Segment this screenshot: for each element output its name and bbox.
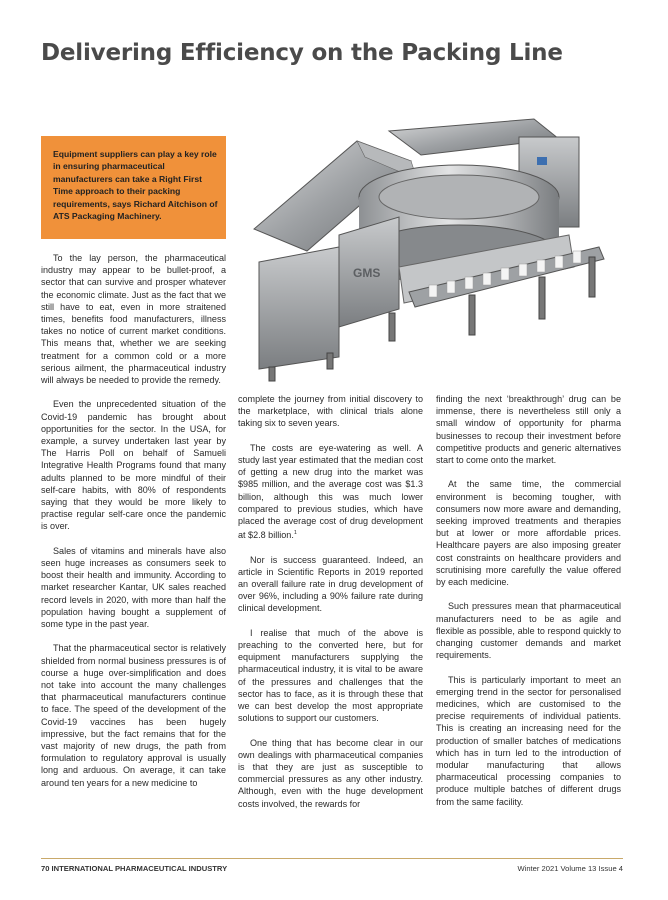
paragraph: complete the journey from initial discovery to the marketplace, with clinical trials alone taking six to seven years. [238, 394, 423, 429]
text-column-2 [238, 393, 423, 822]
paragraph: Sales of vitamins and minerals have also seen huge increases as consumers seek to boost their health and immunity. According to market researcher Kantar, UK sales reached record levels in 2020, with more than half the population having bought a supplement of some type in the past year. [41, 545, 226, 630]
footer-issue-label: Winter 2021 Volume 13 Issue 4 [517, 864, 623, 873]
paragraph: Nor is success guaranteed. Indeed, an article in Scientific Reports in 2019 reported an overall failure rate in drug development of over 96%, including a 90% failure rate during clinical development. [238, 554, 423, 614]
packing-machine-illustration [239, 117, 605, 383]
footer-page-label: 70 INTERNATIONAL PHARMACEUTICAL INDUSTRY [41, 864, 228, 873]
paragraph: Such pressures mean that pharmaceutical manufacturers need to be as agile and flexible as possible, able to respond quickly to changing customer demands and market requirements. [436, 601, 621, 661]
paragraph: At the same time, the commercial environment is becoming tougher, with consumers now more aware and demanding, seeking improved treatments and therapies but at lower or more affordable prices. Healthcare payers are also imposing greater cost constraints on healthcare providers and scrutinising more carefully the value offered by each medicine. [436, 479, 621, 588]
machine-brand-label: GMS [353, 266, 381, 280]
machine-photo [239, 117, 605, 383]
standfirst-box [41, 136, 226, 239]
text-column-1 [41, 252, 226, 801]
paragraph [238, 442, 423, 542]
standfirst-text: Equipment suppliers can play a key role in ensuring pharmaceutical manufacturers can take a Right First Time approach to their packing requirements, says Richard Aitchison of ATS Packaging Machinery. [53, 149, 218, 222]
paragraph: That the pharmaceutical sector is relatively shielded from normal business pressures is of course a huge over-simplification and does not take into account the many challenges that pharmaceutical manufacturers continue to face. The speed of the development of the Covid-19 vaccines has been hugely impressive, but the fact remains that for the vast majority of new drugs, the path from formulation to regulatory approval is usually long and arduous. On average, it can take around ten years for a new medicine to [41, 643, 226, 788]
footnote-ref: 1 [293, 530, 297, 537]
footer-divider [41, 858, 623, 859]
paragraph: I realise that much of the above is preaching to the converted here, but for equipment manufacturers supplying the pharmaceutical industry, it is vital to be aware of the pressures and challenges that the sector has to face, as it is through these that we can best develop the most appropriate solutions to support our customers. [238, 627, 423, 724]
paragraph: This is particularly important to meet an emerging trend in the sector for personalised medicines, which are customised to the precise requirements of individual patients. This is creating an increasing need for the production of smaller batches of medications which has in turn led to the introduction of modular manufacturing that allows pharmaceutical processing companies to produce multiple batches of different drugs from the same facility. [436, 674, 621, 807]
paragraph-text: The costs are eye-watering as well. A study last year estimated that the median cost of getting a new drug into the market was $985 million, and the average cost was $1.3 billion, although this was much lower compared to previous studies, which have placed the average cost of drug development at $2.8 billion. [238, 442, 423, 541]
paragraph: Even the unprecedented situation of the Covid-19 pandemic has brought about opportunities for the sector. In the USA, for example, a survey undertaken last year by The Harris Poll on behalf of Samueli Integrative Health Programs found that many adults planned to be more mindful of their self-care habits, with 80% of respondents saying that they would be more likely to practise regular self-care once the pandemic is over. [41, 399, 226, 532]
article-title: Delivering Efficiency on the Packing Line [41, 40, 563, 66]
text-column-3 [436, 393, 621, 820]
paragraph: To the lay person, the pharmaceutical industry may appear to be bullet-proof, a sector that can survive and prosper whatever the economic climate. Just as the fact that we still have to eat, even in more straitened times, benefits food manufacturers, illness takes no notice of current market conditions. This means that, whether we are seeking treatment for a common cold or a more serious ailment, the pharmaceutical industry will always be needed to provide the remedy. [41, 253, 226, 386]
paragraph: finding the next ‘breakthrough’ drug can be immense, there is nevertheless still only a small window of opportunity for pharma businesses to recoup their investment before competitive products and generic alternatives start to come onto the market. [436, 394, 621, 466]
paragraph: One thing that has become clear in our own dealings with pharmaceutical companies is that they are just as susceptible to commercial pressures as any other industry. Although, even with the huge development costs involved, the rewards for [238, 737, 423, 809]
